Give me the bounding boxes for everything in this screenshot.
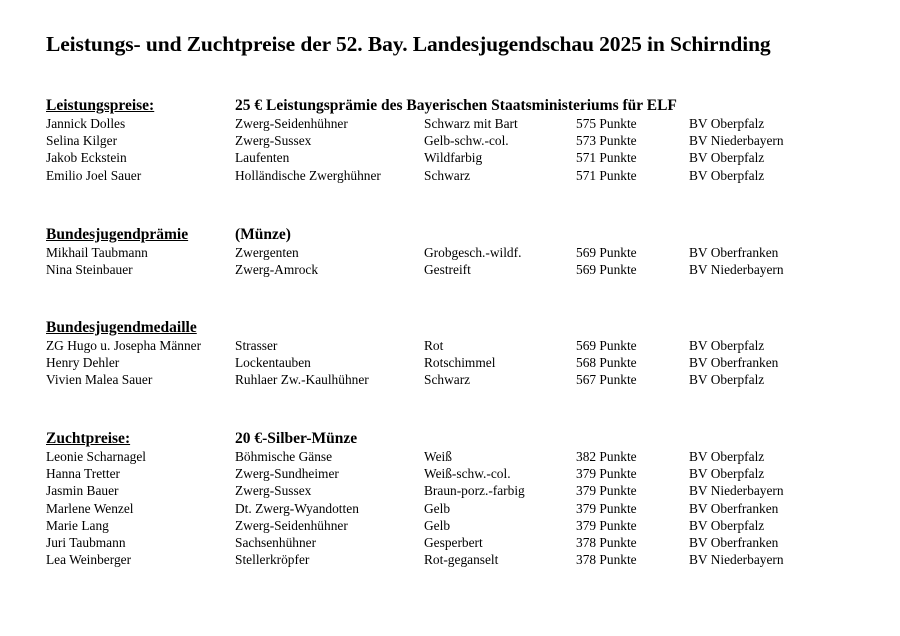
color-cell: Schwarz (424, 167, 471, 183)
table-row (46, 535, 866, 552)
color-cell: Wildfarbig (424, 150, 483, 166)
club-cell: BV Niederbayern (689, 262, 784, 278)
table-row (46, 518, 866, 535)
section-title: Bundesjugendprämie (46, 226, 189, 243)
table-row (46, 483, 866, 500)
winner-name: Vivien Malea Sauer (46, 372, 153, 388)
points-cell: 379 Punkte (576, 500, 637, 516)
prize-description: (Münze) (235, 226, 291, 243)
winner-name: Jannick Dolles (46, 116, 126, 131)
club-cell: BV Niederbayern (689, 483, 784, 499)
breed-cell: Sachsenhühner (235, 534, 317, 550)
color-cell: Schwarz (424, 372, 471, 388)
table-row (46, 552, 866, 569)
club-cell: BV Oberpfalz (689, 167, 765, 183)
table-row (46, 168, 866, 185)
section-title: Leistungspreise: (46, 97, 155, 114)
club-cell: BV Oberpfalz (689, 517, 765, 533)
winner-name: Hanna Tretter (46, 466, 121, 482)
winner-name: Mikhail Taubmann (46, 245, 148, 260)
breed-cell: Stellerkröpfer (235, 552, 310, 568)
winner-name: Jakob Eckstein (46, 150, 127, 166)
color-cell: Weiß-schw.-col. (424, 466, 511, 482)
club-cell: BV Oberpfalz (689, 338, 765, 353)
points-cell: 575 Punkte (576, 116, 637, 131)
points-cell: 379 Punkte (576, 466, 637, 482)
breed-cell: Holländische Zwerghühner (235, 167, 381, 183)
winner-name: Nina Steinbauer (46, 262, 133, 278)
points-cell: 379 Punkte (576, 517, 637, 533)
color-cell: Gesperbert (424, 534, 483, 550)
breed-cell: Böhmische Gänse (235, 449, 333, 464)
club-cell: BV Oberpfalz (689, 116, 765, 131)
points-cell: 382 Punkte (576, 449, 637, 464)
points-cell: 571 Punkte (576, 167, 637, 183)
color-cell: Rot (424, 338, 444, 353)
winner-name: Leonie Scharnagel (46, 449, 147, 464)
breed-cell: Zwerg-Seidenhühner (235, 517, 348, 533)
table-row (46, 245, 866, 262)
points-cell: 571 Punkte (576, 150, 637, 166)
points-cell: 378 Punkte (576, 552, 637, 568)
points-cell: 378 Punkte (576, 534, 637, 550)
breed-cell: Lockentauben (235, 355, 311, 371)
table-row (46, 355, 866, 372)
points-cell: 379 Punkte (576, 483, 637, 499)
section-header (46, 319, 866, 338)
section-title: Zuchtpreise: (46, 430, 131, 447)
winner-name: Marie Lang (46, 517, 109, 533)
breed-cell: Strasser (235, 338, 278, 353)
points-cell: 569 Punkte (576, 245, 637, 260)
winner-name: Lea Weinberger (46, 552, 132, 568)
section-header (46, 430, 866, 449)
breed-cell: Zwerg-Amrock (235, 262, 319, 278)
section-title: Bundesjugendmedaille (46, 319, 197, 336)
breed-cell: Zwerg-Sundheimer (235, 466, 339, 482)
section-bundesjugendmedaille (46, 319, 866, 390)
prize-description: 25 € Leistungsprämie des Bayerischen Staatsministeriums für ELF (235, 97, 677, 114)
section-header (46, 97, 866, 116)
table-row (46, 466, 866, 483)
color-cell: Grobgesch.-wildf. (424, 245, 522, 260)
winner-name: Juri Taubmann (46, 534, 126, 550)
table-row (46, 133, 866, 150)
breed-cell: Zwerg-Seidenhühner (235, 116, 348, 131)
section-header (46, 226, 866, 245)
winner-name: Henry Dehler (46, 355, 120, 371)
club-cell: BV Niederbayern (689, 133, 784, 149)
points-cell: 569 Punkte (576, 262, 637, 278)
table-row (46, 501, 866, 518)
club-cell: BV Oberfranken (689, 245, 779, 260)
color-cell: Gelb (424, 500, 451, 516)
color-cell: Rot-geganselt (424, 552, 499, 568)
club-cell: BV Niederbayern (689, 552, 784, 568)
breed-cell: Laufenten (235, 150, 290, 166)
section-zuchtpreise (46, 430, 866, 569)
color-cell: Weiß (424, 449, 452, 464)
club-cell: BV Oberfranken (689, 355, 779, 371)
color-cell: Rotschimmel (424, 355, 496, 371)
breed-cell: Ruhlaer Zw.-Kaulhühner (235, 372, 369, 388)
club-cell: BV Oberpfalz (689, 449, 765, 464)
color-cell: Braun-porz.-farbig (424, 483, 525, 499)
table-row (46, 262, 866, 279)
table-row (46, 150, 866, 167)
page-title: Leistungs- und Zuchtpreise der 52. Bay. Landesjugendschau 2025 in Schirnding (46, 32, 771, 56)
winner-name: Marlene Wenzel (46, 500, 134, 516)
club-cell: BV Oberpfalz (689, 372, 765, 388)
prize-description: 20 €-Silber-Münze (235, 430, 358, 447)
color-cell: Gestreift (424, 262, 471, 278)
club-cell: BV Oberfranken (689, 500, 779, 516)
breed-cell: Zwerg-Sussex (235, 133, 312, 149)
table-row (46, 338, 866, 355)
breed-cell: Zwerg-Sussex (235, 483, 312, 499)
section-bundesjugendpraemie (46, 226, 866, 279)
breed-cell: Zwergenten (235, 245, 299, 260)
color-cell: Schwarz mit Bart (424, 116, 518, 131)
section-leistungspreise (46, 97, 866, 185)
table-row (46, 449, 866, 466)
club-cell: BV Oberpfalz (689, 150, 765, 166)
color-cell: Gelb (424, 517, 451, 533)
winner-name: Jasmin Bauer (46, 483, 119, 499)
points-cell: 569 Punkte (576, 338, 637, 353)
breed-cell: Dt. Zwerg-Wyandotten (235, 500, 359, 516)
club-cell: BV Oberpfalz (689, 466, 765, 482)
table-row (46, 116, 866, 133)
color-cell: Gelb-schw.-col. (424, 133, 509, 149)
points-cell: 568 Punkte (576, 355, 637, 371)
points-cell: 573 Punkte (576, 133, 637, 149)
points-cell: 567 Punkte (576, 372, 637, 388)
winner-name: Emilio Joel Sauer (46, 167, 142, 183)
club-cell: BV Oberfranken (689, 534, 779, 550)
winner-name: ZG Hugo u. Josepha Männer (46, 338, 202, 353)
table-row (46, 372, 866, 389)
winner-name: Selina Kilger (46, 133, 118, 149)
